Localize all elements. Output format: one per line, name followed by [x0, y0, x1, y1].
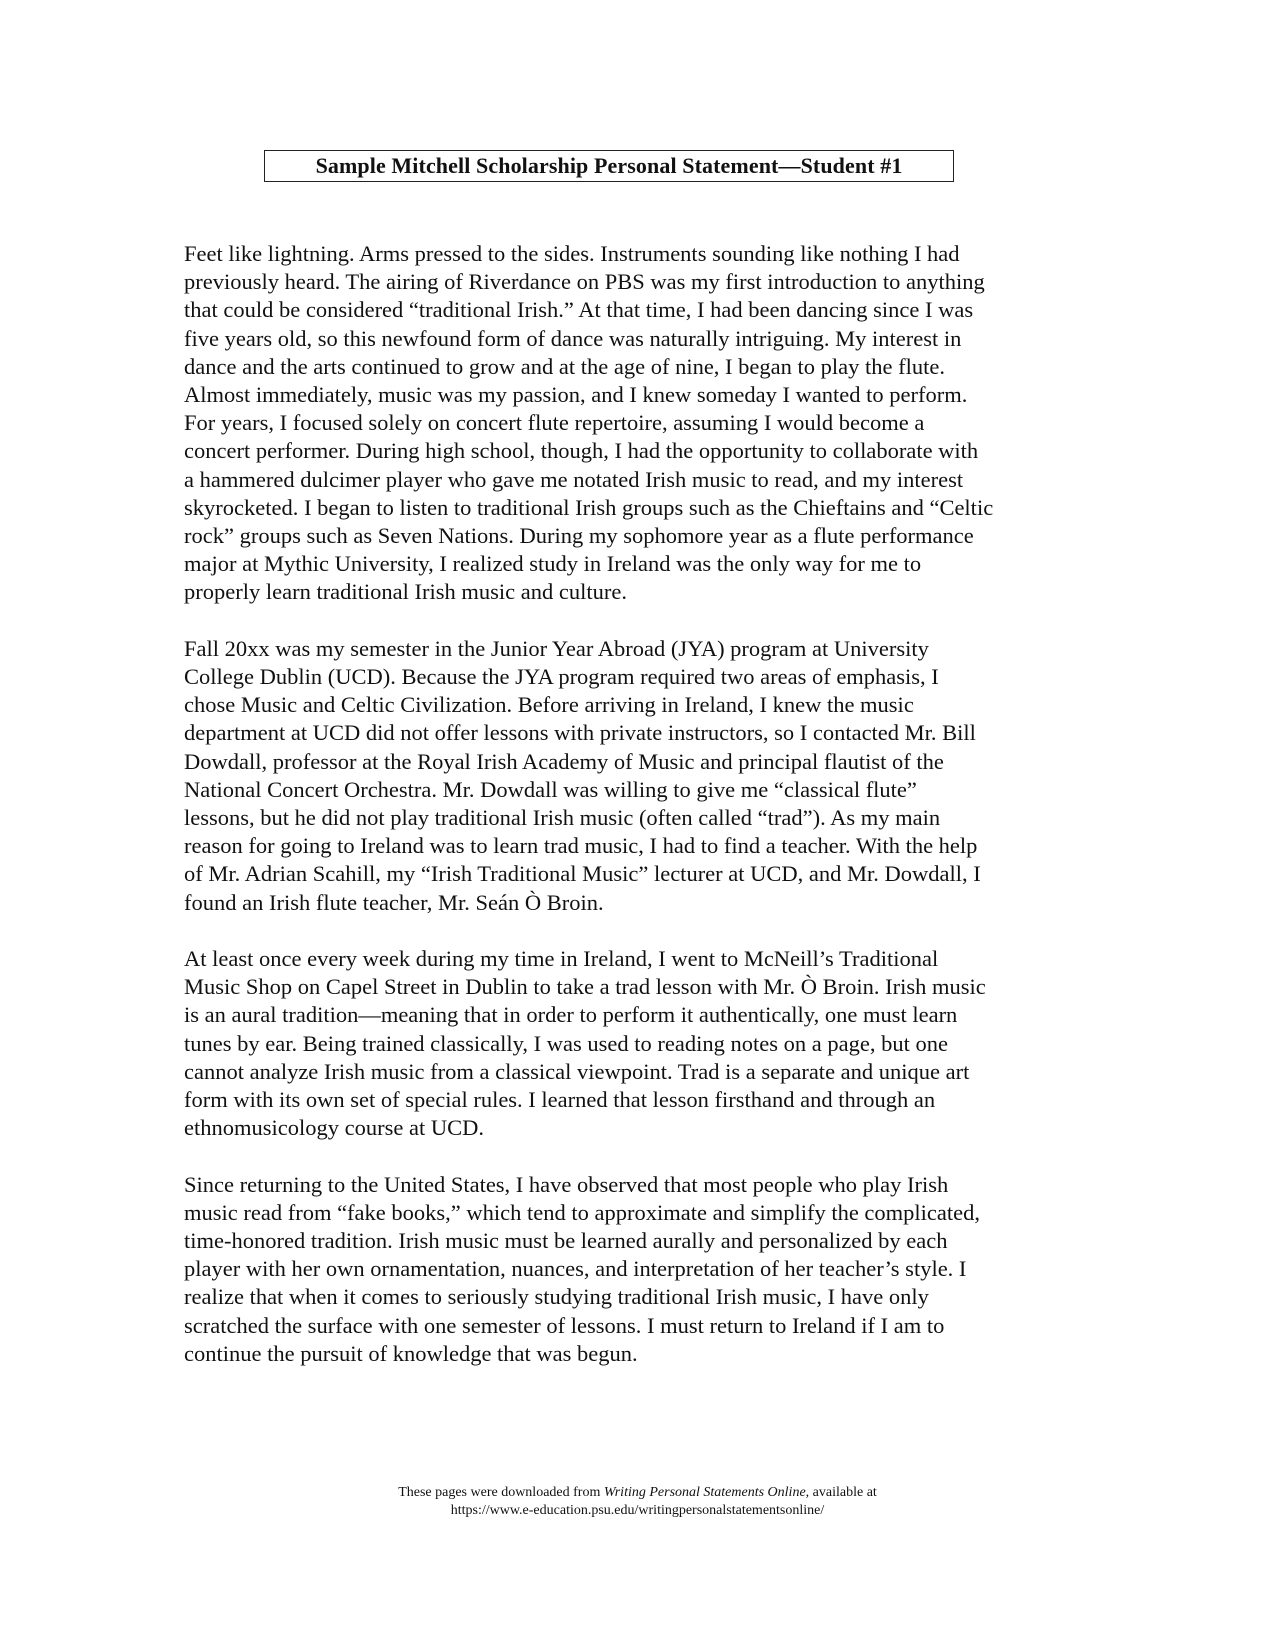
page-footer: [0, 1484, 1275, 1520]
text-line: major at Mythic University, I realized study in Ireland was the only way for me to: [184, 551, 922, 577]
text-line: reason for going to Ireland was to learn trad music, I had to find a teacher. With the help: [184, 833, 978, 859]
text-line: properly learn traditional Irish music and culture.: [184, 579, 627, 605]
footer-source-line: [0, 1484, 1275, 1502]
footer-publication-title: Writing Personal Statements Online: [603, 1485, 806, 1500]
text-line: Music Shop on Capel Street in Dublin to take a trad lesson with Mr. Ò Broin. Irish music: [184, 974, 986, 1000]
text-line: continue the pursuit of knowledge that was begun.: [184, 1340, 638, 1366]
page-title: Sample Mitchell Scholarship Personal Statement—Student #1: [315, 153, 903, 178]
text-line: For years, I focused solely on concert flute repertoire, assuming I would become a: [184, 410, 925, 436]
footer-prefix: These pages were downloaded from: [398, 1485, 604, 1500]
text-line: College Dublin (UCD). Because the JYA program required two areas of emphasis, I: [184, 664, 939, 690]
footer-suffix: , available at: [805, 1485, 877, 1500]
text-line: rock” groups such as Seven Nations. During my sophomore year as a flute performance: [184, 523, 974, 549]
text-line: dance and the arts continued to grow and at the age of nine, I began to play the flute.: [184, 353, 945, 379]
text-line: Almost immediately, music was my passion, and I knew someday I wanted to perform.: [184, 382, 968, 408]
text-line: five years old, so this newfound form of dance was naturally intriguing. My interest in: [184, 325, 962, 351]
text-line: that could be considered “traditional Irish.” At that time, I had been dancing since I was: [184, 297, 974, 323]
text-line: lessons, but he did not play traditional Irish music (often called “trad”). As my main: [184, 805, 941, 831]
text-line: Dowdall, professor at the Royal Irish Academy of Music and principal flautist of the: [184, 748, 944, 774]
text-line: form with its own set of special rules. I learned that lesson firsthand and through an: [184, 1087, 936, 1113]
text-line: time-honored tradition. Irish music must be learned aurally and personalized by each: [184, 1228, 948, 1254]
text-line: Fall 20xx was my semester in the Junior Year Abroad (JYA) program at University: [184, 635, 929, 661]
text-line: cannot analyze Irish music from a classical viewpoint. Trad is a separate and unique art: [184, 1058, 970, 1084]
paragraph-1: [184, 240, 1084, 607]
text-line: department at UCD did not offer lessons with private instructors, so I contacted Mr. Bill: [184, 720, 976, 746]
statement-body: [184, 240, 1084, 1396]
text-line: realize that when it comes to seriously studying traditional Irish music, I have only: [184, 1284, 929, 1310]
text-line: ethnomusicology course at UCD.: [184, 1115, 484, 1141]
text-line: player with her own ornamentation, nuances, and interpretation of her teacher’s style. I: [184, 1256, 967, 1282]
text-line: National Concert Orchestra. Mr. Dowdall was willing to give me “classical flute”: [184, 776, 917, 802]
text-line: found an Irish flute teacher, Mr. Seán Ò Broin.: [184, 889, 604, 915]
title-box: [264, 150, 954, 182]
paragraph-2: [184, 635, 1084, 917]
paragraph-4: [184, 1171, 1084, 1368]
footer-url[interactable]: https://www.e-education.psu.edu/writingpersonalstatementsonline/: [450, 1503, 825, 1518]
text-line: scratched the surface with one semester of lessons. I must return to Ireland if I am to: [184, 1312, 945, 1338]
text-line: of Mr. Adrian Scahill, my “Irish Traditional Music” lecturer at UCD, and Mr. Dowdall, I: [184, 861, 981, 887]
text-line: tunes by ear. Being trained classically, I was used to reading notes on a page, but one: [184, 1030, 948, 1056]
text-line: Since returning to the United States, I have observed that most people who play Irish: [184, 1171, 949, 1197]
text-line: a hammered dulcimer player who gave me notated Irish music to read, and my interest: [184, 466, 964, 492]
text-line: At least once every week during my time in Ireland, I went to McNeill’s Traditional: [184, 946, 939, 972]
text-line: skyrocketed. I began to listen to traditional Irish groups such as the Chieftains and “Celtic: [184, 494, 994, 520]
text-line: Feet like lightning. Arms pressed to the sides. Instruments sounding like nothing I had: [184, 241, 960, 266]
text-line: music read from “fake books,” which tend to approximate and simplify the complicated,: [184, 1199, 981, 1225]
text-line: previously heard. The airing of Riverdance on PBS was my first introduction to anything: [184, 269, 985, 295]
paragraph-3: [184, 945, 1084, 1142]
text-line: concert performer. During high school, though, I had the opportunity to collaborate with: [184, 438, 979, 464]
text-line: chose Music and Celtic Civilization. Before arriving in Ireland, I knew the music: [184, 692, 914, 718]
text-line: is an aural tradition—meaning that in order to perform it authentically, one must learn: [184, 1002, 958, 1028]
